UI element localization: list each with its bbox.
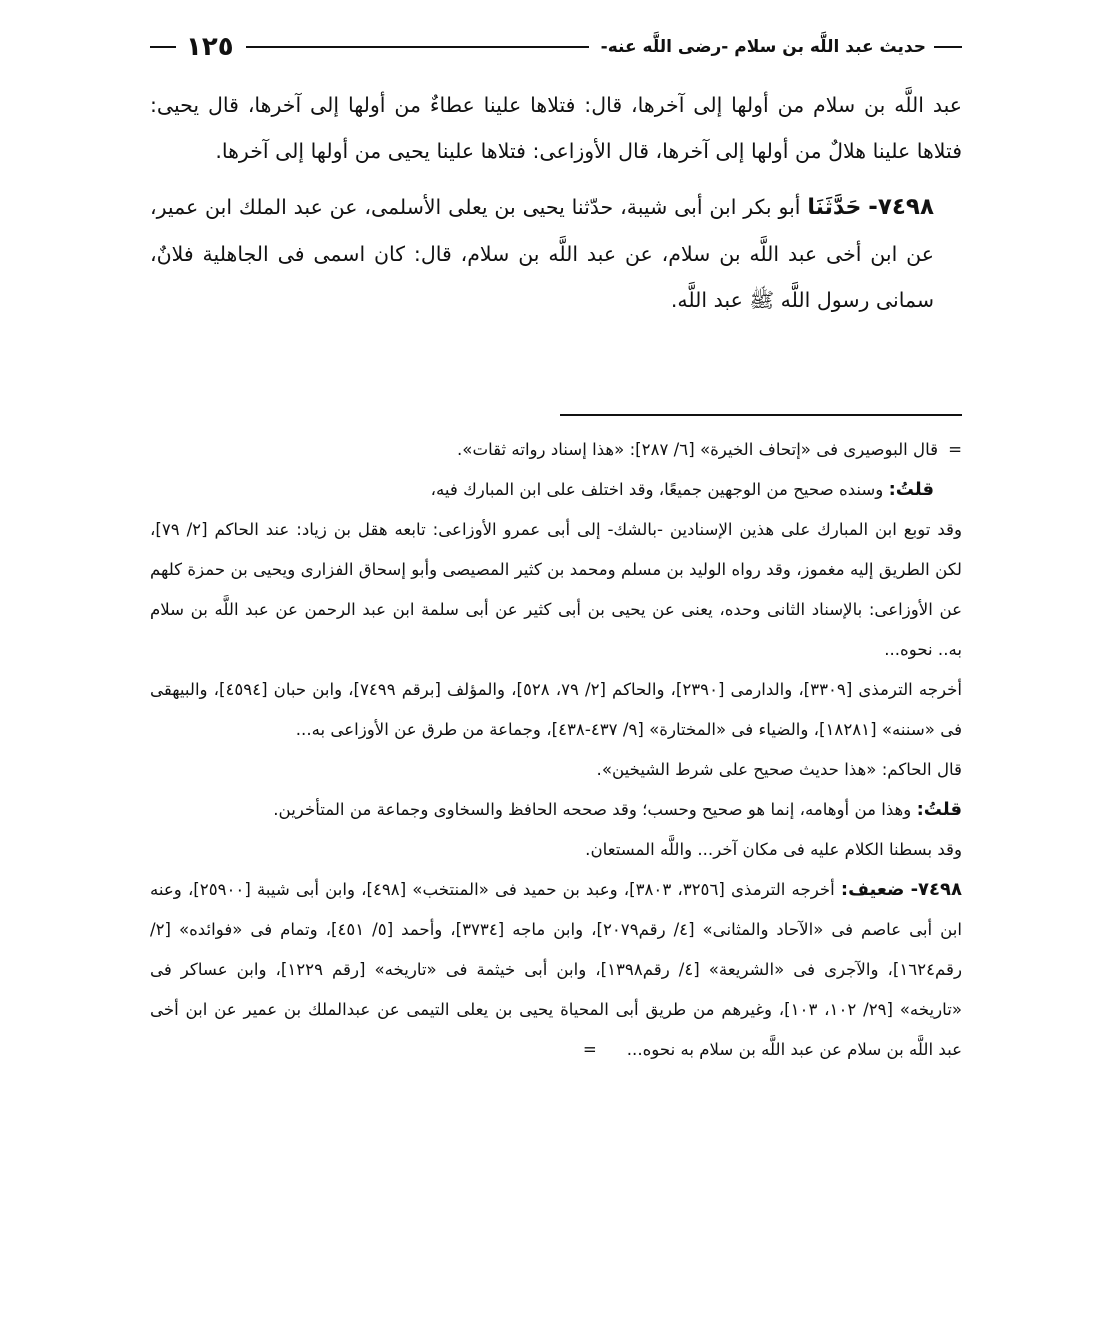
footnote-hadith-7498 xyxy=(150,870,962,1070)
note-label: قلتُ: xyxy=(888,479,934,500)
footnote-line: قال الحاكم: «هذا حديث صحيح على شرط الشيخين». xyxy=(596,760,962,779)
running-title: حديث عبد اللَّه بن سلام -رضى اللَّه عنه- xyxy=(600,37,926,57)
footnote-line xyxy=(150,790,962,830)
note-label: قلتُ: xyxy=(916,799,962,820)
hadith-number: ٧٤٩٨- xyxy=(868,194,934,220)
page-number: ١٢٥ xyxy=(186,32,234,62)
footnote-line: وقد توبع ابن المبارك على هذين الإسنادين -بالشك- إلى أبى عمرو الأوزاعى: تابعه هقل بن زياد: عند الحاكم [٢/ ٧٩]، لكن الطريق إليه مغموز، وقد رواه الوليد بن مسلم ومحمد بن كثير المصيصى وأبو إسحاق الفزارى ويحيى بن حمزة كلهم عن الأوزاعى: بالإسناد الثانى وحده، يعنى عن يحيى بن أبى كثير عن أبى سلمة ابن عبد الرحمن عن عبد اللَّه بن سلام به.. نحوه... xyxy=(150,520,962,659)
grading-label: ضعيف: xyxy=(840,879,905,900)
main-text xyxy=(150,82,962,323)
footnote-number: ٧٤٩٨- xyxy=(910,879,962,900)
footnote-line xyxy=(150,430,962,470)
footnote-text: قال البوصيرى فى «إتحاف الخيرة» [٦/ ٢٨٧]: «هذا إسناد رواته ثقات». xyxy=(457,440,939,459)
hadith-7498 xyxy=(150,184,962,323)
continuation-marker: = xyxy=(582,1040,597,1059)
continuation-marker: = xyxy=(948,440,962,459)
header-trailing-dash xyxy=(150,46,176,48)
hadith-text: أبو بكر ابن أبى شيبة، حدّثنا يحيى بن يعلى الأسلمى، عن عبد الملك ابن عمير، عن ابن أخى عبد اللَّه بن سلام، عن عبد اللَّه بن سلام، قال: كان اسمى فى الجاهلية فلانٌ، سمانى رسول اللَّه ﷺ عبد اللَّه. xyxy=(150,195,934,312)
footnote-line xyxy=(150,470,962,510)
narration-verb: حَدَّثَنَا xyxy=(807,195,862,220)
page-header xyxy=(150,30,962,64)
footnote-separator xyxy=(560,414,962,416)
footnotes xyxy=(150,430,962,1070)
footnote-line: وقد بسطنا الكلام عليه فى مكان آخر... واللَّه المستعان. xyxy=(585,840,962,859)
header-leading-dash xyxy=(934,46,962,48)
main-paragraph-continued: عبد اللَّه بن سلام من أولها إلى آخرها، قال: فتلاها علينا عطاءٌ من أولها إلى آخرها، قال يحيى: فتلاها علينا هلالٌ من أولها إلى آخرها، قال الأوزاعى: فتلاها علينا يحيى من أولها إلى آخرها. xyxy=(150,93,962,163)
footnote-line: أخرجه الترمذى [٣٣٠٩]، والدارمى [٢٣٩٠]، والحاكم [٢/ ٧٩، ٥٢٨]، والمؤلف [برقم ٧٤٩٩]، وابن حبان [٤٥٩٤]، والبيهقى فى «سننه» [١٨٢٨١]، والضياء فى «المختارة» [٩/ ٤٣٧-٤٣٨]، وجماعة من طرق عن الأوزاعى به... xyxy=(150,680,962,739)
footnote-text: وهذا من أوهامه، إنما هو صحيح وحسب؛ وقد صححه الحافظ والسخاوى وجماعة من المتأخرين. xyxy=(273,800,912,819)
footnote-text: وسنده صحيح من الوجهين جميعًا، وقد اختلف على ابن المبارك فيه، xyxy=(430,480,884,499)
header-rule xyxy=(246,46,589,48)
footnote-text: أخرجه الترمذى [٣٢٥٦، ٣٨٠٣]، وعبد بن حميد فى «المنتخب» [٤٩٨]، وابن أبى شيبة [٢٥٩٠٠]، وعنه ابن أبى عاصم فى «الآحاد والمثانى» [٤/ رقم٢٠٧٩]، وابن ماجه [٣٧٣٤]، وأحمد [٥/ ٤٥١]، وتمام فى «فوائده» [٢/ رقم١٦٢٤]، والآجرى فى «الشريعة» [٤/ رقم١٣٩٨]، وابن أبى خيثمة فى «تاريخه» [رقم ١٢٢٩]، وابن عساكر فى «تاريخه» [٢٩/ ١٠٢، ١٠٣]، وغيرهم من طريق أبى المحياة يحيى بن يعلى التيمى عن عبدالملك بن عمير عن ابن أخى عبد اللَّه بن سلام عن عبد اللَّه بن سلام به نحوه... xyxy=(150,880,963,1059)
